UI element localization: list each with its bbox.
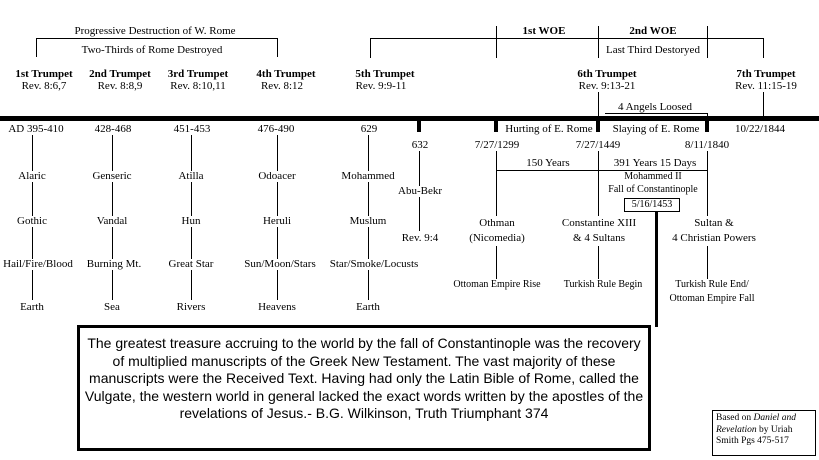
trumpet-4-leader: Odoacer — [258, 170, 296, 182]
trumpet-3-symbol: Great Star — [168, 258, 214, 270]
trumpet-1-symbol: Hail/Fire/Blood — [3, 258, 73, 270]
trumpet-3-people: Hun — [181, 215, 201, 227]
timeline-marker-1449 — [596, 116, 600, 132]
credit-book-title-1: Daniel and — [753, 413, 796, 423]
bracket-tick — [707, 26, 708, 58]
trumpet-2-symbol: Burning Mt. — [86, 258, 142, 270]
trumpet-7-ref: Rev. 11:15-19 — [735, 80, 797, 92]
othman-label: Othman — [479, 217, 515, 229]
source-credit-box — [712, 410, 816, 456]
date-1449: 7/27/1449 — [575, 139, 621, 151]
four-angels-label: 4 Angels Loosed — [618, 101, 692, 113]
credit-prefix: Based on — [716, 413, 754, 423]
column-connector — [707, 151, 708, 279]
trumpet-1-ref: Rev. 8:6,7 — [21, 80, 67, 92]
tick-7th — [763, 92, 764, 117]
date-trumpet-5: 629 — [360, 123, 378, 135]
trumpet-7-title: 7th Trumpet — [736, 68, 796, 80]
ottoman-rise-label: Ottoman Empire Rise — [453, 279, 541, 290]
date-trumpet-7: 10/22/1844 — [734, 123, 786, 135]
trumpet-4-title: 4th Trumpet — [256, 68, 316, 80]
constantine-label: Constantine XIII — [561, 217, 637, 229]
trumpet-3-leader: Atilla — [178, 170, 204, 182]
timeline-marker-1299 — [494, 116, 498, 132]
trumpet-1-leader: Alaric — [18, 170, 46, 182]
trumpet-5-leader: Mohammed — [341, 170, 395, 182]
bracket-tick — [496, 26, 497, 58]
trumpet-3-ref: Rev. 8:10,11 — [170, 80, 226, 92]
trumpet-6-ref: Rev. 9:13-21 — [578, 80, 636, 92]
trumpet-1-people: Gothic — [17, 215, 47, 227]
wilkinson-quote-box: The greatest treasure accruing to the world by the fall of Constantinople was the recovery of multiplied manuscripts of the Greek New Testament. The vast majority of these manuscripts were the Received Text. Having had only the Latin Bible of Rome, called the Vulgate, the western world in general lacked the exact words written by the apostles of the revelations of Jesus.- B.G. Wilkinson, Truth Triumphant 374 — [77, 325, 651, 451]
trumpet-3-target: Rivers — [176, 301, 206, 313]
fall-constantinople-label: Fall of Constantinople — [608, 184, 698, 195]
trumpet-4-people: Heruli — [262, 215, 292, 227]
trumpet-4-ref: Rev. 8:12 — [260, 80, 304, 92]
column-connector — [496, 151, 497, 279]
last-third-label: Last Third Destoryed — [606, 44, 700, 56]
date-1840: 8/11/1840 — [684, 139, 730, 151]
woe2-label: 2nd WOE — [629, 25, 677, 37]
trumpet-2-people: Vandal — [96, 215, 128, 227]
trumpet-2-leader: Genseric — [92, 170, 132, 182]
date-632: 632 — [411, 139, 429, 151]
woe-bracket-line — [370, 38, 763, 39]
date-trumpet-4: 476-490 — [257, 123, 295, 135]
bracket-tick — [36, 38, 37, 57]
date-trumpet-3: 451-453 — [173, 123, 211, 135]
bracket-tick — [763, 38, 764, 58]
main-timeline — [0, 116, 819, 121]
timeline-marker-632 — [417, 116, 421, 132]
ottoman-fall-label: Ottoman Empire Fall — [669, 293, 755, 304]
slaying-label: Slaying of E. Rome — [612, 123, 700, 135]
date-trumpet-2: 428-468 — [94, 123, 132, 135]
four-angels-line — [605, 113, 707, 114]
trumpet-5-target: Earth — [356, 301, 380, 313]
progressive-destruction-label: Progressive Destruction of W. Rome — [74, 25, 236, 37]
trumpet-5-ref: Rev. 9:9-11 — [355, 80, 407, 92]
credit-suffix: by Uriah Smith Pgs 475-517 — [716, 424, 793, 446]
sultan-label: Sultan & — [694, 217, 734, 229]
hurting-label: Hurting of E. Rome — [505, 123, 593, 135]
trumpet-2-target: Sea — [104, 301, 120, 313]
mohammed-ii-label: Mohammed II — [624, 171, 682, 182]
bracket-line — [36, 38, 278, 39]
trumpet-5-title: 5th Trumpet — [355, 68, 415, 80]
trumpet-1-target: Earth — [20, 301, 44, 313]
woe1-label: 1st WOE — [522, 25, 566, 37]
years-391-label: 391 Years 15 Days — [613, 157, 697, 169]
trumpet-1-title: 1st Trumpet — [15, 68, 73, 80]
abubekr-ref: Rev. 9:4 — [401, 232, 439, 244]
bracket-tick — [598, 26, 599, 58]
trumpet-4-symbol: Sun/Moon/Stars — [244, 258, 316, 270]
years-150-label: 150 Years — [526, 157, 570, 169]
trumpet-3-title: 3rd Trumpet — [167, 68, 229, 80]
trumpet-4-target: Heavens — [258, 301, 296, 313]
tick-6th — [598, 92, 599, 117]
two-thirds-label: Two-Thirds of Rome Destroyed — [81, 44, 223, 56]
bracket-tick — [370, 38, 371, 58]
abubekr-name: Abu-Bekr — [398, 185, 442, 197]
date-1299: 7/27/1299 — [474, 139, 520, 151]
trumpet-2-title: 2nd Trumpet — [89, 68, 151, 80]
christian-powers-label: 4 Christian Powers — [672, 232, 756, 244]
timeline-marker-1840 — [705, 116, 709, 132]
column-connector — [598, 151, 599, 279]
date-1453-box: 5/16/1453 — [624, 198, 680, 212]
four-sultans-label: & 4 Sultans — [573, 232, 625, 244]
trumpet-5-symbol: Star/Smoke/Locusts — [329, 258, 419, 270]
bracket-tick — [277, 38, 278, 57]
turkish-begin-label: Turkish Rule Begin — [563, 279, 643, 290]
trumpet-5-people: Muslum — [349, 215, 387, 227]
nicomedia-label: (Nicomedia) — [469, 232, 525, 244]
turkish-end-label: Turkish Rule End/ — [675, 279, 749, 290]
date-trumpet-1: AD 395-410 — [8, 123, 64, 135]
quote-connector — [655, 211, 658, 327]
trumpet-6-title: 6th Trumpet — [577, 68, 637, 80]
trumpet-2-ref: Rev. 8:8,9 — [97, 80, 143, 92]
credit-book-title-2: Revelation — [716, 424, 757, 435]
